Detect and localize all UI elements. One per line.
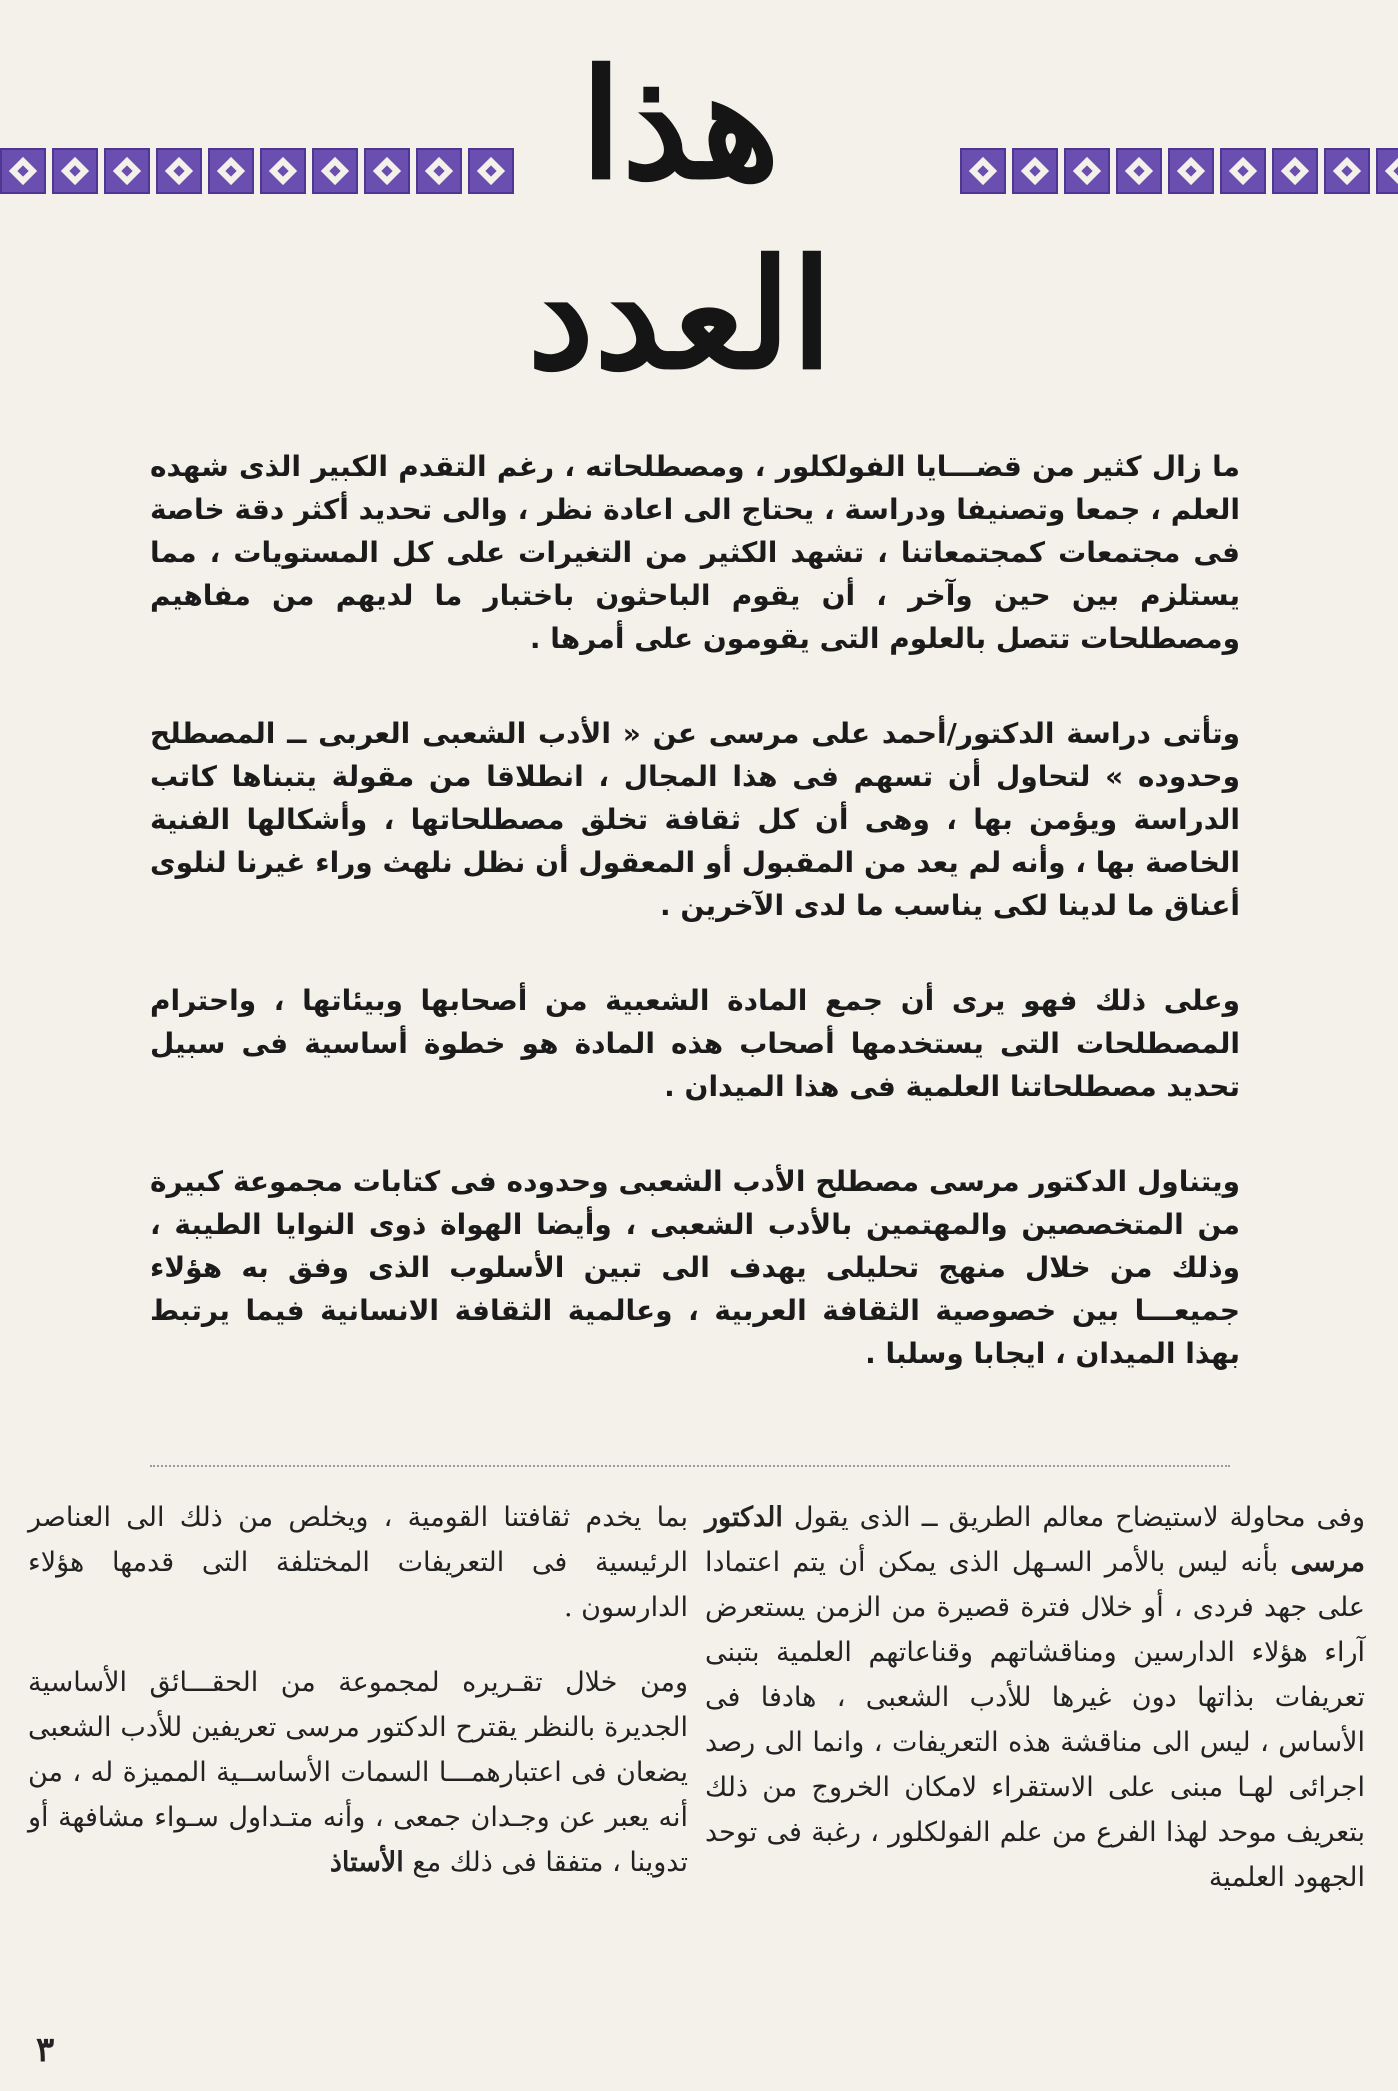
- ornament-tile-icon: [1168, 148, 1214, 194]
- text-run: بأنه ليس بالأمر السـهل الذى يمكن أن يتم اعتمادا على جهد فردى ، أو خلال فترة قصيرة من الزمن يستعرض آراء هؤلاء الدارسين ومناقشاتهم وقناعاتهم العلمية بتبنى تعريفات بذاتها دون غيرها للأدب الشعبى ، هادفا فى الأساس ، ليس الى مناقشة هذه التعريفات ، وانما الى رصد اجرائى لهـا مبنى على الاستقراء لامكان الخروج من ذلك بتعريف موحد لهذا الفرع من علم الفولكلور ، رغبة فى توحد الجهود العلمية: [705, 1547, 1365, 1893]
- page-number: ٣: [36, 2030, 55, 2070]
- page-title: هذا العدد: [527, 37, 833, 403]
- column-left-paragraph-1: بما يخدم ثقافتنا القومية ، ويخلص من ذلك الى العناصر الرئيسية فى التعريفات المختلفة التى قدمها هؤلاء الدارسون .: [28, 1502, 688, 1623]
- ornament-tile-icon: [0, 148, 46, 194]
- text-run: وفى محاولة لاستيضاح معالم الطريق ــ الذى يقول: [782, 1502, 1365, 1533]
- ornament-tile-icon: [1116, 148, 1162, 194]
- ornament-tile-icon: [1064, 148, 1110, 194]
- column-right: [705, 1495, 1365, 1930]
- ornament-tile-icon: [156, 148, 202, 194]
- ornament-tile-icon: [960, 148, 1006, 194]
- ornament-tile-icon: [104, 148, 150, 194]
- text-run: ومن خلال تقـريره لمجموعة من الحقـــائق الأساسية الجديرة بالنظر يقترح الدكتور مرسى تعريفين للأدب الشعبى يضعان فى اعتبارهمـــا السمات الأساســية المميزة له ، من أنه يعبر عن وجـدان جمعى ، وأنه متـداول سـواء مشافهة أو تدوينا ، متفقا فى ذلك مع: [28, 1667, 688, 1878]
- author-name: الدكتور مرسى: [705, 1502, 1365, 1578]
- emphasis-word: الأستاذ: [329, 1847, 404, 1878]
- section-divider: [150, 1465, 1230, 1467]
- ornament-tile-icon: [1220, 148, 1266, 194]
- column-left: [28, 1495, 688, 1915]
- ornament-tile-icon: [260, 148, 306, 194]
- ornament-tile-icon: [312, 148, 358, 194]
- column-left-paragraph-2: [28, 1660, 688, 1885]
- paragraph-1: ما زال كثير من قضـــايا الفولكلور ، ومصطلحاته ، رغم التقدم الكبير الذى شهده العلم ، جمعا وتصنيفا ودراسة ، يحتاج الى اعادة نظر ، والى تحديد أكثر دقة خاصة فى مجتمعات كمجتمعاتنا ، تشهد الكثير من التغيرات على كل المستويات ، مما يستلزم بين حين وآخر ، أن يقوم الباحثون باختبار ما لديهم من مفاهيم ومصطلحات تتصل بالعلوم التى يقومون على أمرها .: [150, 450, 1240, 655]
- ornament-tile-icon: [1324, 148, 1370, 194]
- decorative-border-right: [960, 148, 1398, 200]
- ornament-tile-icon: [364, 148, 410, 194]
- ornament-tile-icon: [1272, 148, 1318, 194]
- ornament-tile-icon: [208, 148, 254, 194]
- column-right-paragraph: [705, 1495, 1365, 1900]
- intro-text: [150, 445, 1240, 1427]
- ornament-tile-icon: [1376, 148, 1398, 194]
- paragraph-4: ويتناول الدكتور مرسى مصطلح الأدب الشعبى وحدوده فى كتابات مجموعة كبيرة من المتخصصين والمهتمين بالأدب الشعبى ، وأيضا الهواة ذوى النوايا الطيبة ، وذلك من خلال منهج تحليلى يهدف الى تبين الأسلوب الذى وفق به هؤلاء جميعـــا بين خصوصية الثقافة العربية ، وعالمية الثقافة الانسانية فيما يرتبط بهذا الميدان ، ايجابا وسلبا .: [150, 1165, 1240, 1370]
- paragraph-2: وتأتى دراسة الدكتور/أحمد على مرسى عن « الأدب الشعبى العربى ــ المصطلح وحدوده » لتحاول أن تسهم فى هذا المجال ، انطلاقا من مقولة يتبناها كاتب الدراسة ويؤمن بها ، وهى أن كل ثقافة تخلق مصطلحاتها ، وأشكالها الفنية الخاصة بها ، وأنه لم يعد من المقبول أو المعقول أن نظل نلهث وراء غيرنا لنلوى أعناق ما لدينا لكى يناسب ما لدى الآخرين .: [150, 717, 1240, 922]
- header: [0, 20, 1398, 403]
- ornament-tile-icon: [1012, 148, 1058, 194]
- ornament-tile-icon: [52, 148, 98, 194]
- paragraph-3: وعلى ذلك فهو يرى أن جمع المادة الشعبية من أصحابها وبيئاتها ، واحترام المصطلحات التى يستخدمها أصحاب هذه المادة هو خطوة أساسية فى سبيل تحديد مصطلحاتنا العلمية فى هذا الميدان .: [150, 984, 1240, 1103]
